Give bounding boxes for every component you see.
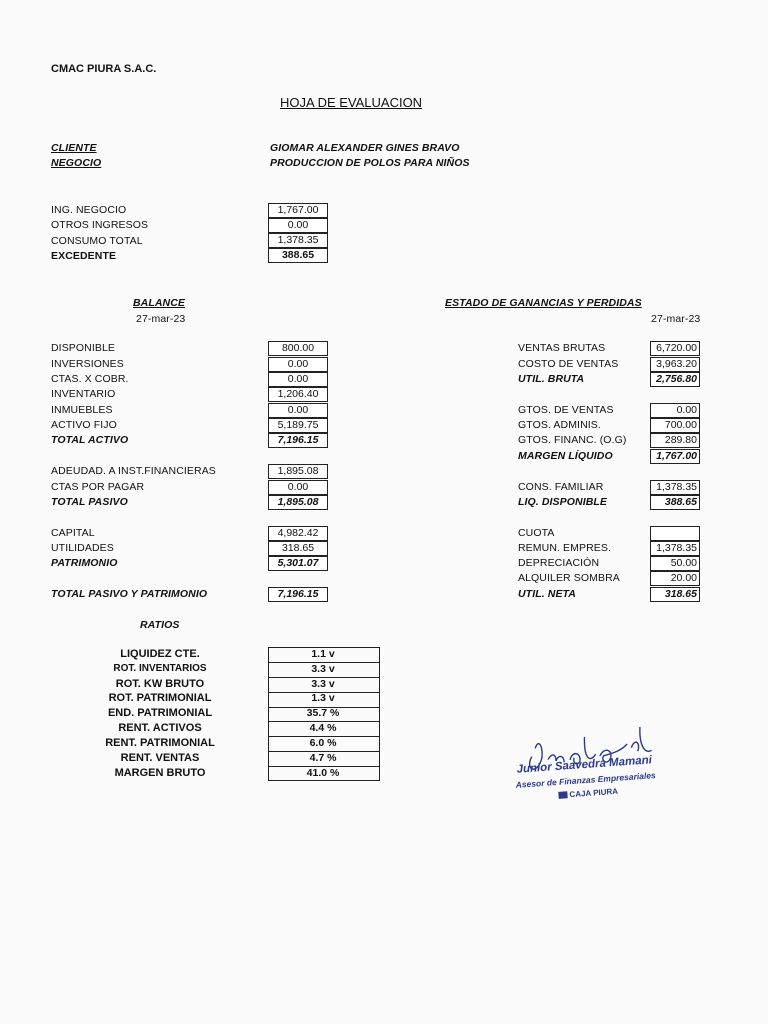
- ventas-brutas-value: 6,720.00: [650, 341, 700, 356]
- ratio-label-rent-ventas: RENT. VENTAS: [120, 752, 200, 764]
- ratio-value-rot-inventarios: 3.3 v: [311, 663, 335, 675]
- excedente-value: 388.65: [268, 248, 328, 263]
- activo-fijo-label: ACTIVO FIJO: [51, 419, 117, 431]
- egp-title: ESTADO DE GANANCIAS Y PERDIDAS: [445, 297, 642, 309]
- liq-disponible-value: 388.65: [650, 495, 700, 510]
- ctas-pagar-value: 0.00: [268, 480, 328, 495]
- ctas-cobr-label: CTAS. X COBR.: [51, 373, 129, 385]
- alquiler-sombra-label: ALQUILER SOMBRA: [518, 572, 620, 584]
- depreciacion-value: 50.00: [650, 556, 700, 571]
- util-bruta-value: 2,756.80: [650, 372, 700, 387]
- egp-date: 27-mar-23: [651, 313, 701, 325]
- ratio-label-margen-bruto: MARGEN BRUTO: [114, 767, 206, 779]
- margen-liquido-label: MARGEN LÍQUIDO: [518, 450, 613, 462]
- otros-ingresos-label: OTROS INGRESOS: [51, 219, 149, 231]
- util-bruta-label: UTIL. BRUTA: [518, 373, 585, 385]
- margen-liquido-value: 1,767.00: [650, 449, 700, 464]
- total-activo-label: TOTAL ACTIVO: [51, 434, 129, 446]
- disponible-value: 800.00: [268, 341, 328, 356]
- page-title: HOJA DE EVALUACION: [280, 95, 423, 110]
- ratio-value-margen-bruto: 41.0 %: [306, 767, 340, 779]
- signature-role: Asesor de Finanzas Empresariales: [515, 770, 657, 790]
- cons-familiar-label: CONS. FAMILIAR: [518, 481, 604, 493]
- ratio-label-liquidez: LIQUIDEZ CTE.: [120, 648, 200, 660]
- total-activo-value: 7,196.15: [268, 433, 328, 448]
- ing-negocio-value: 1,767.00: [268, 203, 328, 218]
- ratio-label-rent-patrimonial: RENT. PATRIMONIAL: [105, 737, 215, 749]
- cliente-label: CLIENTE: [51, 142, 97, 154]
- gtos-financ-value: 289.80: [650, 433, 700, 448]
- ratio-value-rent-ventas: 4.7 %: [309, 752, 337, 764]
- gtos-financ-label: GTOS. FINANC. (O.G): [518, 434, 627, 446]
- inventario-label: INVENTARIO: [51, 388, 116, 400]
- ratio-value-rent-activos: 4.4 %: [309, 722, 337, 734]
- cliente-value: GIOMAR ALEXANDER GINES BRAVO: [270, 142, 460, 154]
- inversiones-label: INVERSIONES: [51, 358, 124, 370]
- patrimonio-label: PATRIMONIO: [51, 557, 118, 569]
- util-neta-value: 318.65: [650, 587, 700, 602]
- ratio-label-end-patrimonial: END. PATRIMONIAL: [107, 707, 213, 719]
- total-pasivo-value: 1,895.08: [268, 495, 328, 510]
- company-name: CMAC PIURA S.A.C.: [51, 63, 157, 75]
- signature-name: Junior Saavedra Mamani: [516, 754, 653, 776]
- consumo-total-label: CONSUMO TOTAL: [51, 235, 143, 247]
- ratio-value-end-patrimonial: 35.7 %: [306, 707, 340, 719]
- consumo-total-value: 1,378.35: [268, 233, 328, 248]
- negocio-value: PRODUCCION DE POLOS PARA NIÑOS: [270, 157, 470, 169]
- utilidades-value: 318.65: [268, 541, 328, 556]
- liq-disponible-label: LIQ. DISPONIBLE: [518, 496, 608, 508]
- ratio-value-rot-patrimonial: 1.3 v: [311, 692, 335, 704]
- gtos-ventas-label: GTOS. DE VENTAS: [518, 404, 614, 416]
- capital-value: 4,982.42: [268, 526, 328, 541]
- adeudad-label: ADEUDAD. A INST.FINANCIERAS: [51, 465, 216, 477]
- adeudad-value: 1,895.08: [268, 464, 328, 479]
- ing-negocio-label: ING. NEGOCIO: [51, 204, 127, 216]
- ratio-label-rot-patrimonial: ROT. PATRIMONIAL: [108, 692, 212, 704]
- caja-logo-text: CAJA PIURA: [569, 786, 619, 800]
- disponible-label: DISPONIBLE: [51, 342, 116, 354]
- patrimonio-value: 5,301.07: [268, 556, 328, 571]
- alquiler-sombra-value: 20.00: [650, 571, 700, 586]
- ratio-label-rot-kw: ROT. KW BRUTO: [115, 678, 205, 690]
- depreciacion-label: DEPRECIACIÓN: [518, 557, 600, 569]
- gtos-admin-label: GTOS. ADMINIS.: [518, 419, 601, 431]
- cons-familiar-value: 1,378.35: [650, 480, 700, 495]
- negocio-label: NEGOCIO: [51, 157, 102, 169]
- inversiones-value: 0.00: [268, 357, 328, 372]
- gtos-ventas-value: 0.00: [650, 403, 700, 418]
- cuota-value: [650, 526, 700, 541]
- utilidades-label: UTILIDADES: [51, 542, 114, 554]
- activo-fijo-value: 5,189.75: [268, 418, 328, 433]
- remun-empres-value: 1,378.35: [650, 541, 700, 556]
- costo-ventas-label: COSTO DE VENTAS: [518, 358, 619, 370]
- costo-ventas-value: 3,963.20: [650, 357, 700, 372]
- ventas-brutas-label: VENTAS BRUTAS: [518, 342, 606, 354]
- inmuebles-value: 0.00: [268, 403, 328, 418]
- signature-stamp: [502, 720, 668, 826]
- inmuebles-label: INMUEBLES: [51, 404, 113, 416]
- total-pasivo-patrimonio-value: 7,196.15: [268, 587, 328, 602]
- ctas-cobr-value: 0.00: [268, 372, 328, 387]
- ratio-value-rent-patrimonial: 6.0 %: [309, 737, 337, 749]
- total-pasivo-patrimonio-label: TOTAL PASIVO Y PATRIMONIO: [51, 588, 208, 600]
- otros-ingresos-value: 0.00: [268, 218, 328, 233]
- cuota-label: CUOTA: [518, 527, 555, 539]
- caja-piura-logo: [558, 787, 618, 800]
- remun-empres-label: REMUN. EMPRES.: [518, 542, 611, 554]
- caja-logo-icon: [558, 791, 567, 799]
- ratio-value-rot-kw: 3.3 v: [311, 678, 335, 690]
- util-neta-label: UTIL. NETA: [518, 588, 576, 600]
- ctas-pagar-label: CTAS POR PAGAR: [51, 481, 145, 493]
- ratio-label-rot-inventarios: ROT. INVENTARIOS: [113, 663, 207, 674]
- capital-label: CAPITAL: [51, 527, 95, 539]
- balance-date: 27-mar-23: [136, 313, 186, 325]
- balance-title: BALANCE: [133, 297, 186, 309]
- excedente-label: EXCEDENTE: [51, 250, 117, 262]
- ratio-value-liquidez: 1.1 v: [311, 648, 335, 660]
- total-pasivo-label: TOTAL PASIVO: [51, 496, 128, 508]
- inventario-value: 1,206.40: [268, 387, 328, 402]
- gtos-admin-value: 700.00: [650, 418, 700, 433]
- ratio-label-rent-activos: RENT. ACTIVOS: [118, 722, 202, 734]
- ratios-title: RATIOS: [140, 619, 180, 631]
